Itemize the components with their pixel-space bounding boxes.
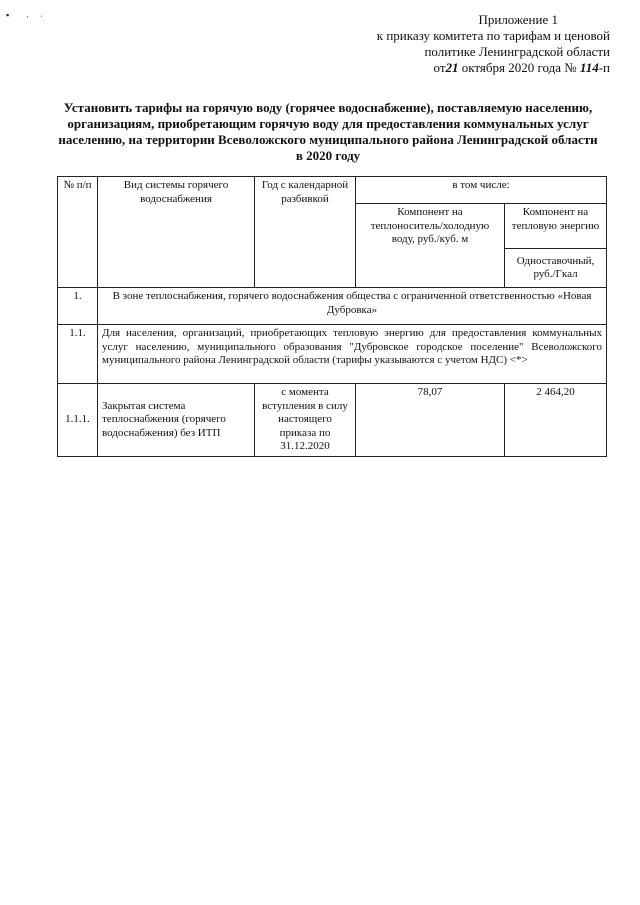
row-num: 1.1.1. bbox=[58, 384, 98, 457]
row-period: с момента вступления в силу настоящего приказа по 31.12.2020 bbox=[255, 384, 356, 457]
row-system: Закрытая система теплоснабжения (горячего водоснабжения) без ИТП bbox=[98, 384, 255, 457]
annex-header bbox=[340, 12, 610, 76]
subsection-text: Для населения, организаций, приобретающих тепловую энергию для предоставления коммунальных услуг населению, муниципального образования "Дубровское городское поселение" Всеволожского муниципального района Ленинградской области (тарифы указываются с учетом НДС) <*> bbox=[98, 325, 607, 384]
section-num: 1. bbox=[58, 288, 98, 325]
date-prefix: от bbox=[433, 60, 446, 75]
heading-line: организациям, приобретающим горячую воду для предоставления коммунальных услуг bbox=[67, 116, 589, 131]
section-text: В зоне теплоснабжения, горячего водоснабжения общества с ограниченной ответственностью «Новая Дубровка» bbox=[98, 288, 607, 325]
scan-speck-mark: ˈ bbox=[40, 14, 43, 24]
annex-date-line bbox=[340, 60, 610, 76]
annex-order-line: к приказу комитета по тарифам и ценовой bbox=[376, 28, 610, 43]
header-single-rate: Одноставочный, руб./Гкал bbox=[505, 249, 607, 288]
scan-speck-mark: ▪ bbox=[6, 10, 10, 20]
row-carrier-value: 78,07 bbox=[356, 384, 505, 457]
handwritten-number: 114 bbox=[579, 60, 599, 75]
subsection-num: 1.1. bbox=[58, 325, 98, 384]
header-component-carrier: Компонент на теплоноситель/холодную воду, руб./куб. м bbox=[356, 204, 505, 288]
date-middle: октября 2020 года № bbox=[461, 60, 577, 75]
row-heat-value: 2 464,20 bbox=[505, 384, 607, 457]
heading-line: в 2020 году bbox=[295, 148, 361, 163]
header-system: Вид системы горячего водоснабжения bbox=[98, 177, 255, 288]
tariff-table bbox=[57, 176, 607, 457]
header-including: в том числе: bbox=[356, 177, 607, 204]
header-num: № п/п bbox=[58, 177, 98, 288]
heading-line: Установить тарифы на горячую воду (горячее водоснабжение), поставляемую населению, bbox=[63, 100, 593, 115]
number-suffix: -п bbox=[598, 60, 610, 75]
document-heading bbox=[58, 100, 598, 164]
handwritten-day: 21 bbox=[445, 60, 459, 75]
annex-title: Приложение 1 bbox=[478, 12, 558, 27]
header-component-heat: Компонент на тепловую энергию bbox=[505, 204, 607, 249]
scan-speck-mark: · bbox=[26, 12, 29, 22]
heading-line: населению, на территории Всеволожского муниципального района Ленинградской области bbox=[58, 132, 598, 147]
header-year: Год с календарной разбивкой bbox=[255, 177, 356, 288]
annex-committee-line: политике Ленинградской области bbox=[424, 44, 610, 59]
